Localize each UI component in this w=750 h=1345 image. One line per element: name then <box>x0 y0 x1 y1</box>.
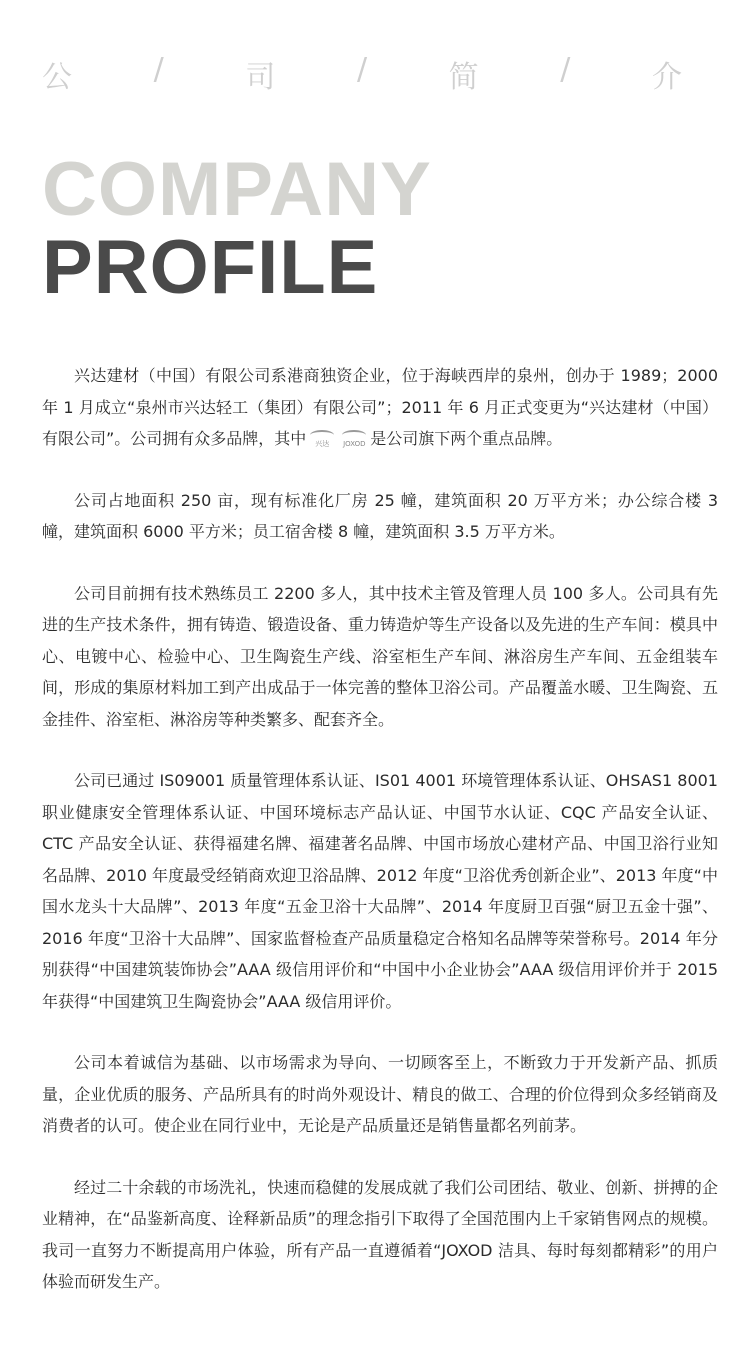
page-title-line-2: PROFILE <box>42 225 379 310</box>
paragraph-facilities: 公司占地面积 250 亩，现有标准化厂房 25 幢，建筑面积 20 万平方米；办公综合楼 3 幢，建筑面积 6000 平方米；员工宿舍楼 8 幢，建筑面积 3.5 万平方米。 <box>42 490 718 541</box>
intro-text: 兴达建材（中国）有限公司系港商独资企业，位于海峡西岸的泉州，创办于 1989；2000 年 1 月成立“泉州市兴达轻工（集团）有限公司”；2011 年 6 月正式变更为“兴达建材（中国）有限公司”。公司拥有众多品牌，其中 <box>42 366 718 448</box>
paragraph-intro <box>42 360 718 455</box>
intro-text-end: 是公司旗下两个重点品牌。 <box>370 429 563 448</box>
paragraph-development: 经过二十余载的市场洗礼，快速而稳健的发展成就了我们公司团结、敬业、创新、拼搏的企业精神，在“品鉴新高度、诠释新品质”的理念指引下取得了全国范围内上千家销售网点的规模。我司一直努力不断提高用户体验，所有产品一直遵循着“JOXOD 洁具、每时每刻都精彩”的用户体验而研发生产。 <box>42 1177 718 1291</box>
paragraph-certifications: 公司已通过 IS09001 质量管理体系认证、IS01 4001 环境管理体系认证、OHSAS1 8001 职业健康安全管理体系认证、中国环境标志产品认证、中国节水认证、CQC 产品安全认证、CTC 产品安全认证、获得福建名牌、福建著名品牌、中国市场放心建材产品、中国卫浴行业知名品牌、2010 年度最受经销商欢迎卫浴品牌、2012 年度“卫浴优秀创新企业”、2013 年度“中国水龙头十大品牌”、2013 年度“五金卫浴十大品牌”、2014 年度厨卫百强“厨卫五金十强”、2016 年度“卫浴十大品牌”、国家监督检查产品质量稳定合格知名品牌等荣誉称号。2014 年分别获得“中国建筑装饰协会”AAA 级信用评价和“中国中小企业协会”AAA 级信用评价并于 2015 年获得“中国建筑卫生陶瓷协会”AAA 级信用评价。 <box>42 771 718 1011</box>
subtitle-char: 介 <box>651 60 682 95</box>
profile-body <box>42 360 718 1328</box>
subtitle-separator: / <box>356 52 368 87</box>
subtitle-char: 司 <box>245 60 276 95</box>
page-title-line-1: COMPANY <box>42 147 432 232</box>
paragraph-philosophy: 公司本着诚信为基础、以市场需求为导向、一切顾客至上，不断致力于开发新产品、抓质量，企业优质的服务、产品所具有的时尚外观设计、精良的做工、合理的价位得到众多经销商及消费者的认可。使企业在同行业中，无论是产品质量还是销售量都名列前茅。 <box>42 1053 718 1135</box>
xingda-logo-icon: 兴达 <box>310 430 334 449</box>
subtitle-char: 简 <box>448 60 479 95</box>
subtitle-separator: / <box>153 52 164 87</box>
paragraph-staff: 公司目前拥有技术熟练员工 2200 多人，其中技术主管及管理人员 100 多人。公司具有先进的生产技术条件，拥有铸造、锻造设备、重力铸造炉等生产设备以及先进的生产车间：模具中心、电镀中心、检验中心、卫生陶瓷生产线、浴室柜生产车间、淋浴房生产车间、五金组装车间，形成的集原材料加工到产出成品于一体完善的整体卫浴公司。产品覆盖水暖、卫生陶瓷、五金挂件、浴室柜、淋浴房等种类繁多、配套齐全。 <box>42 583 718 729</box>
subtitle-separator: / <box>560 52 571 87</box>
joxod-logo-icon: JOXOD <box>342 430 366 449</box>
section-subtitle <box>42 52 682 96</box>
subtitle-char: 公 <box>42 60 72 95</box>
